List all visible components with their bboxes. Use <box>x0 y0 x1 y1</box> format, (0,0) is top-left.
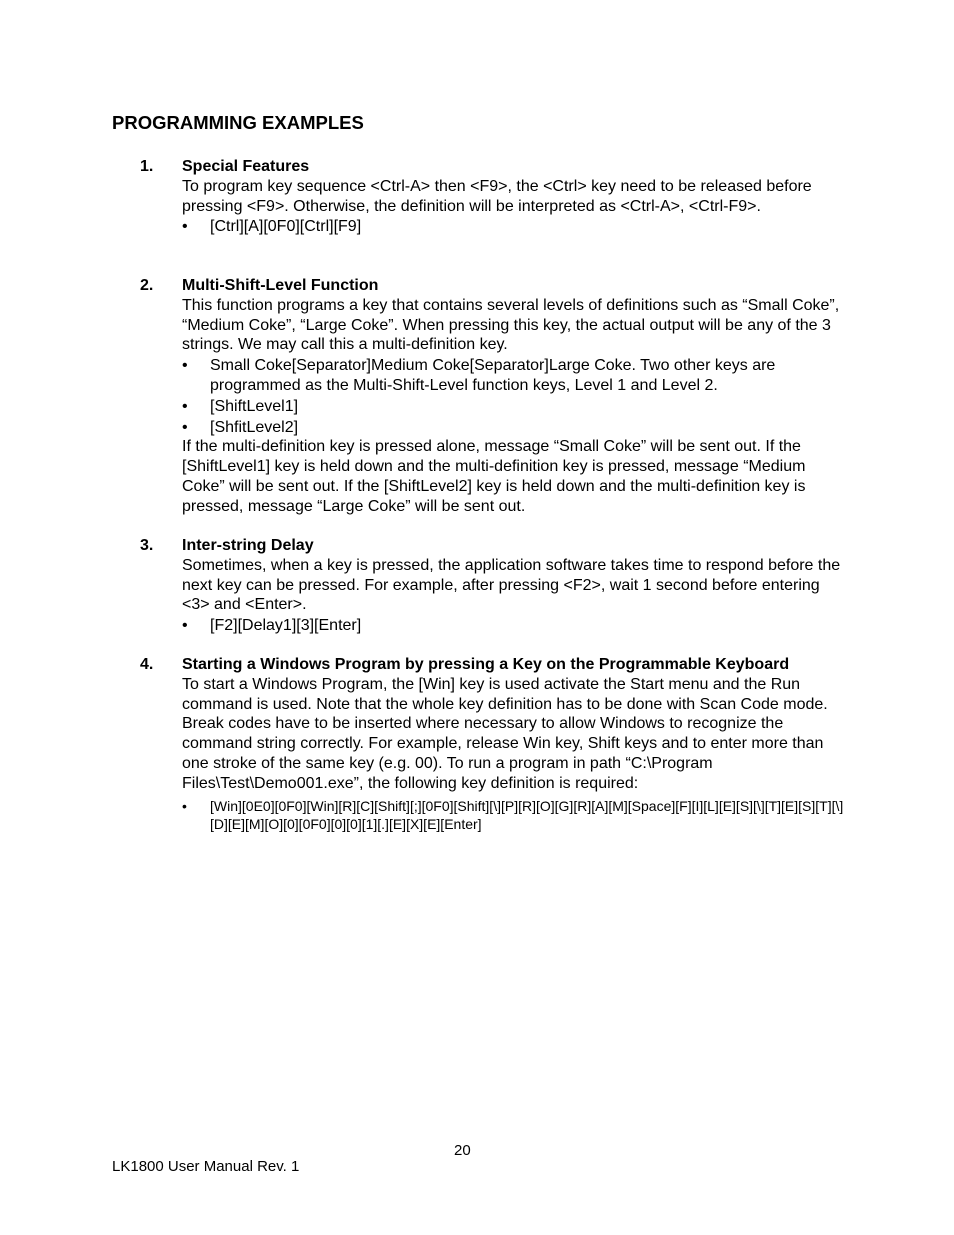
bullet-text: [ShfitLevel2] <box>210 418 299 436</box>
section-paragraph: Sometimes, when a key is pressed, the application software takes time to respond before the next key can be pressed. For example, after pressing <F2>, wait 1 second before entering <3> and <Enter>. <box>182 556 841 614</box>
section-paragraph: This function programs a key that contains several levels of definitions such as “Small Coke”, “Medium Coke”, “Large Coke”. When pressing this key, the actual output will be any of the 3 strings. We may call this a multi-definition key. <box>182 296 840 354</box>
bullet-list <box>182 217 847 237</box>
list-item <box>182 797 847 833</box>
bullet-list <box>182 616 847 636</box>
section-body <box>182 655 847 833</box>
section-number: 4. <box>140 656 154 673</box>
section-heading: Starting a Windows Program by pressing a Key on the Programmable Keyboard <box>182 656 790 673</box>
bullet-icon: • <box>182 418 188 436</box>
list-item <box>182 356 847 396</box>
list-item <box>182 616 847 636</box>
section-number: 2. <box>140 277 154 294</box>
section-body <box>182 157 847 237</box>
section-heading: Inter-string Delay <box>182 537 314 554</box>
bullet-icon: • <box>182 617 188 635</box>
bullet-list <box>182 797 847 833</box>
section-body <box>182 276 847 517</box>
page-number: 20 <box>454 1142 471 1159</box>
bullet-text: [Ctrl][A][0F0][Ctrl][F9] <box>210 218 362 236</box>
bullet-icon: • <box>182 218 188 236</box>
section-paragraph: To start a Windows Program, the [Win] key is used activate the Start menu and the Run command is used. Note that the whole key definition has to be done with Scan Code mode. Break codes have to be inserted where necessary to allow Windows to recognize the command string correctly. For example, release Win key, Shift keys and to enter more than one stroke of the same key (e.g. 00). To run a program in path “C:\Program Files\Test\Demo001.exe”, the following key definition is required: <box>182 675 828 792</box>
footer-text: LK1800 User Manual Rev. 1 <box>112 1158 300 1175</box>
section-followup-paragraph: If the multi-definition key is pressed alone, message “Small Coke” will be sent out. If the [ShiftLevel1] key is held down and the multi-definition key is pressed, message “Medium Coke” will be sent out. If the [ShiftLevel2] key is held down and the multi-definition key is pressed, message “Large Coke” will be sent out. <box>182 438 806 515</box>
bullet-text: Small Coke[Separator]Medium Coke[Separator]Large Coke. Two other keys are programmed as the Multi-Shift-Level function keys, Level 1 and Level 2. <box>210 357 776 394</box>
list-item <box>182 397 847 417</box>
list-item <box>182 418 847 438</box>
page-title: PROGRAMMING EXAMPLES <box>112 112 364 133</box>
section-heading: Multi-Shift-Level Function <box>182 277 379 294</box>
section-number: 3. <box>140 537 154 554</box>
section-paragraph: To program key sequence <Ctrl-A> then <F9>, the <Ctrl> key need to be released before pressing <F9>. Otherwise, the definition will be interpreted as <Ctrl-A>, <Ctrl-F9>. <box>182 177 812 215</box>
bullet-icon: • <box>182 397 188 415</box>
key-definition-text: [Win][0E0][0F0][Win][R][C][Shift][;][0F0][Shift][\][P][R][O][G][R][A][M][Space][F][I][L][E][S][\][T][E][S][T][\][D][E][M][O][0][0F0][0][0][1][.][E][X][E][Enter] <box>210 797 844 832</box>
section-heading: Special Features <box>182 158 310 175</box>
bullet-icon: • <box>182 797 187 814</box>
bullet-icon: • <box>182 357 188 375</box>
bullet-text: [ShiftLevel1] <box>210 397 299 415</box>
bullet-text: [F2][Delay1][3][Enter] <box>210 617 362 635</box>
list-item <box>182 217 847 237</box>
section-body <box>182 536 847 636</box>
bullet-list <box>182 356 847 437</box>
section-number: 1. <box>140 158 154 175</box>
